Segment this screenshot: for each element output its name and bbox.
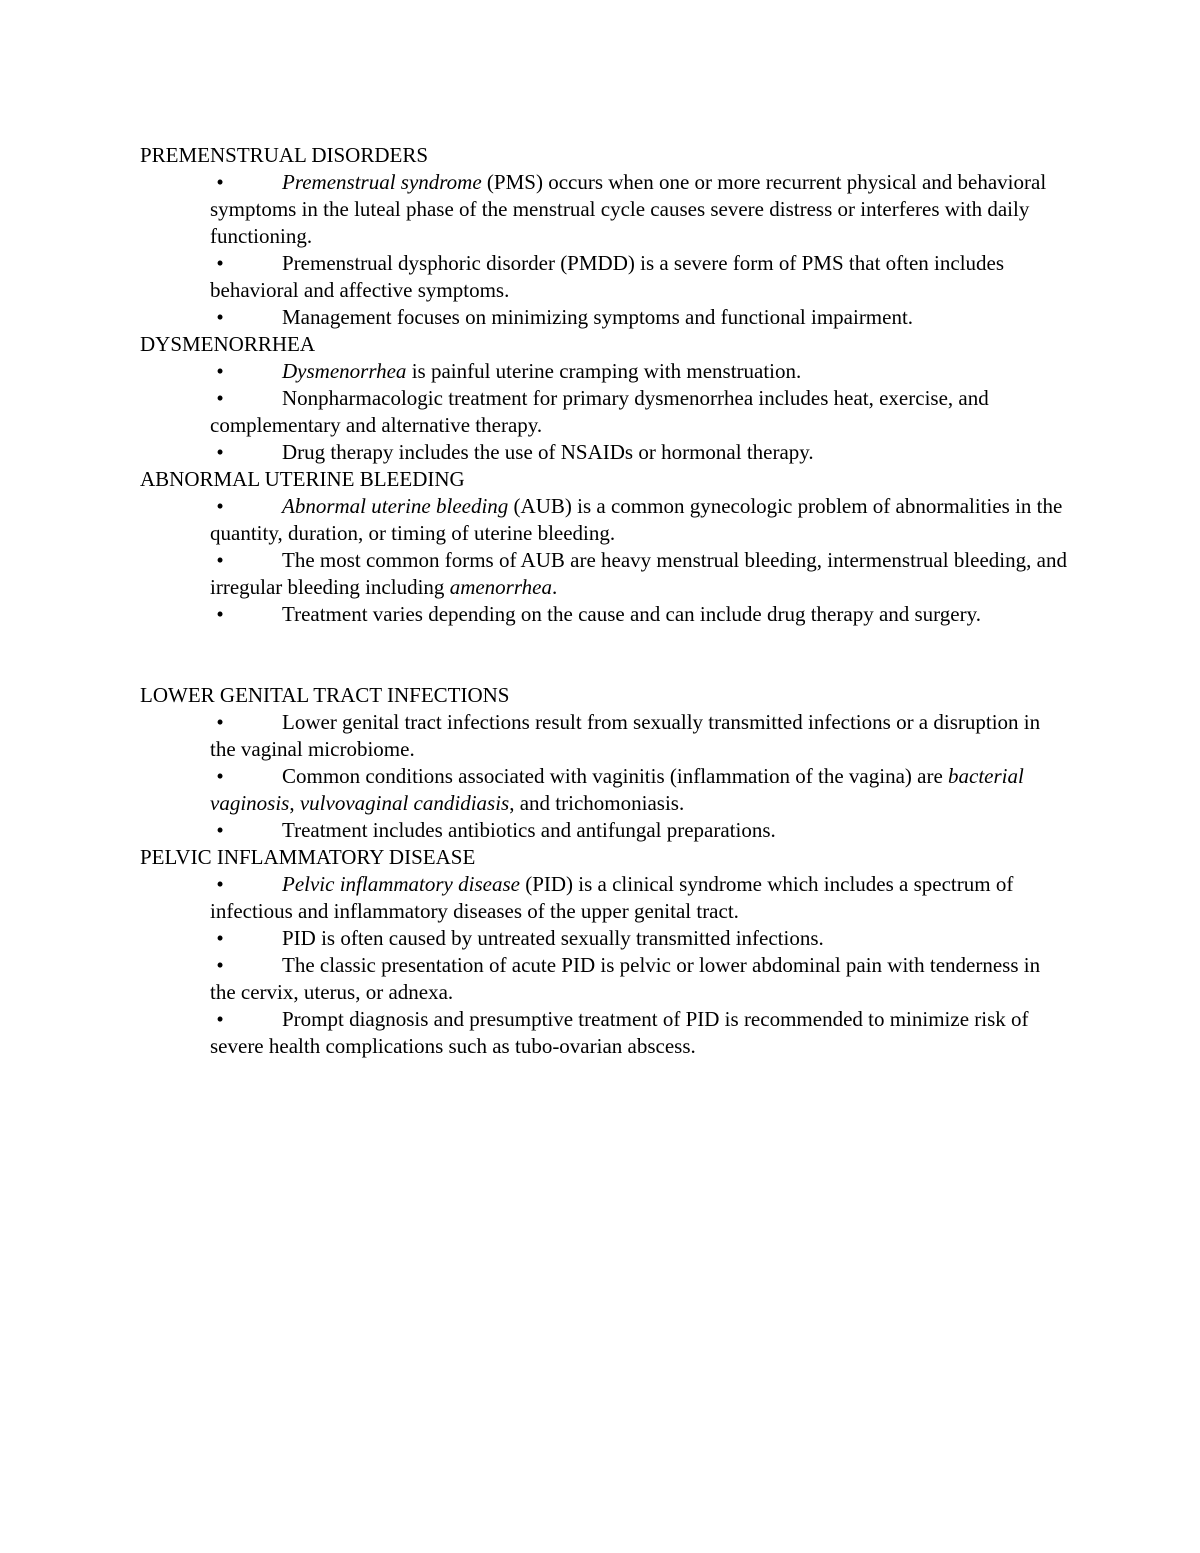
bullet-icon: • xyxy=(216,872,224,896)
list-item-text: Treatment includes antibiotics and antifungal preparations. xyxy=(282,818,776,842)
section-heading-lower-genital-tract-infections: LOWER GENITAL TRACT INFECTIONS xyxy=(140,683,510,707)
emphasized-term: Dysmenorrhea xyxy=(282,359,407,383)
emphasized-term: bacterial vaginosis xyxy=(210,764,1024,815)
list-item xyxy=(210,709,1070,763)
list-item-text-mid: , xyxy=(289,791,300,815)
bullet-icon: • xyxy=(216,386,224,410)
list-item-text: Common conditions associated with vaginitis (inflammation of the vagina) are xyxy=(282,764,949,788)
bullet-icon: • xyxy=(216,710,224,734)
bullet-icon: • xyxy=(216,170,224,194)
section-heading-pelvic-inflammatory-disease: PELVIC INFLAMMATORY DISEASE xyxy=(140,845,476,869)
section-spacer xyxy=(140,628,1070,682)
list-item-text: PID is often caused by untreated sexually transmitted infections. xyxy=(282,926,824,950)
list-item xyxy=(210,763,1070,817)
emphasized-term: vulvovaginal candidiasis xyxy=(299,791,510,815)
list-item xyxy=(210,169,1070,250)
list-item-text: Nonpharmacologic treatment for primary dysmenorrhea includes heat, exercise, and complementary and alternative therapy. xyxy=(210,386,989,437)
bullet-list-pid xyxy=(140,871,1070,1060)
bullet-icon: • xyxy=(216,548,224,572)
list-item-text-tail: , and trichomoniasis. xyxy=(509,791,685,815)
list-item-text-tail: . xyxy=(551,575,558,599)
list-item xyxy=(210,547,1070,601)
document-page xyxy=(140,142,1070,1060)
bullet-list-dysmenorrhea xyxy=(140,358,1070,466)
list-item-text: Drug therapy includes the use of NSAIDs or hormonal therapy. xyxy=(282,440,814,464)
list-item-text: is painful uterine cramping with menstruation. xyxy=(406,359,802,383)
list-item xyxy=(210,601,1070,628)
section-heading-abnormal-uterine-bleeding: ABNORMAL UTERINE BLEEDING xyxy=(140,467,465,491)
list-item-text: The most common forms of AUB are heavy menstrual bleeding, intermenstrual bleeding, and irregular bleeding including xyxy=(210,548,1067,599)
bullet-icon: • xyxy=(216,926,224,950)
bullet-icon: • xyxy=(216,440,224,464)
list-item-text: Premenstrual dysphoric disorder (PMDD) is a severe form of PMS that often includes behavioral and affective symptoms. xyxy=(210,251,1005,302)
bullet-icon: • xyxy=(216,764,224,788)
list-item xyxy=(210,385,1070,439)
list-item xyxy=(210,493,1070,547)
bullet-icon: • xyxy=(216,953,224,977)
section-heading-premenstrual-disorders: PREMENSTRUAL DISORDERS xyxy=(140,143,429,167)
list-item-text: Lower genital tract infections result from sexually transmitted infections or a disruption in the vaginal microbiome. xyxy=(210,710,1041,761)
bullet-icon: • xyxy=(216,359,224,383)
bullet-icon: • xyxy=(216,251,224,275)
bullet-icon: • xyxy=(216,818,224,842)
list-item xyxy=(210,358,1070,385)
list-item-text: The classic presentation of acute PID is pelvic or lower abdominal pain with tenderness in the cervix, uterus, or adnexa. xyxy=(210,953,1041,1004)
bullet-icon: • xyxy=(216,305,224,329)
bullet-list-aub xyxy=(140,493,1070,628)
list-item xyxy=(210,952,1070,1006)
section-heading-dysmenorrhea: DYSMENORRHEA xyxy=(140,332,316,356)
list-item xyxy=(210,250,1070,304)
bullet-icon: • xyxy=(216,494,224,518)
bullet-icon: • xyxy=(216,602,224,626)
bullet-icon: • xyxy=(216,1007,224,1031)
bullet-list-lower-genital xyxy=(140,709,1070,844)
list-item-text: (PMS) occurs when one or more recurrent physical and behavioral symptoms in the luteal phase of the menstrual cycle causes severe distress or interferes with daily functioning. xyxy=(210,170,1047,248)
emphasized-term: Abnormal uterine bleeding xyxy=(282,494,509,518)
list-item xyxy=(210,871,1070,925)
list-item-text: (AUB) is a common gynecologic problem of abnormalities in the quantity, duration, or timing of uterine bleeding. xyxy=(210,494,1063,545)
list-item-text: Prompt diagnosis and presumptive treatment of PID is recommended to minimize risk of severe health complications such as tubo-ovarian abscess. xyxy=(210,1007,1029,1058)
list-item-text: (PID) is a clinical syndrome which includes a spectrum of infectious and inflammatory diseases of the upper genital tract. xyxy=(210,872,1014,923)
list-item xyxy=(210,925,1070,952)
list-item xyxy=(210,439,1070,466)
list-item-text: Treatment varies depending on the cause and can include drug therapy and surgery. xyxy=(282,602,981,626)
emphasized-term: Pelvic inflammatory disease xyxy=(282,872,520,896)
list-item-text: Management focuses on minimizing symptoms and functional impairment. xyxy=(282,305,914,329)
list-item xyxy=(210,817,1070,844)
emphasized-term: amenorrhea xyxy=(449,575,552,599)
bullet-list-premenstrual xyxy=(140,169,1070,331)
list-item xyxy=(210,304,1070,331)
emphasized-term: Premenstrual syndrome xyxy=(282,170,482,194)
list-item xyxy=(210,1006,1070,1060)
